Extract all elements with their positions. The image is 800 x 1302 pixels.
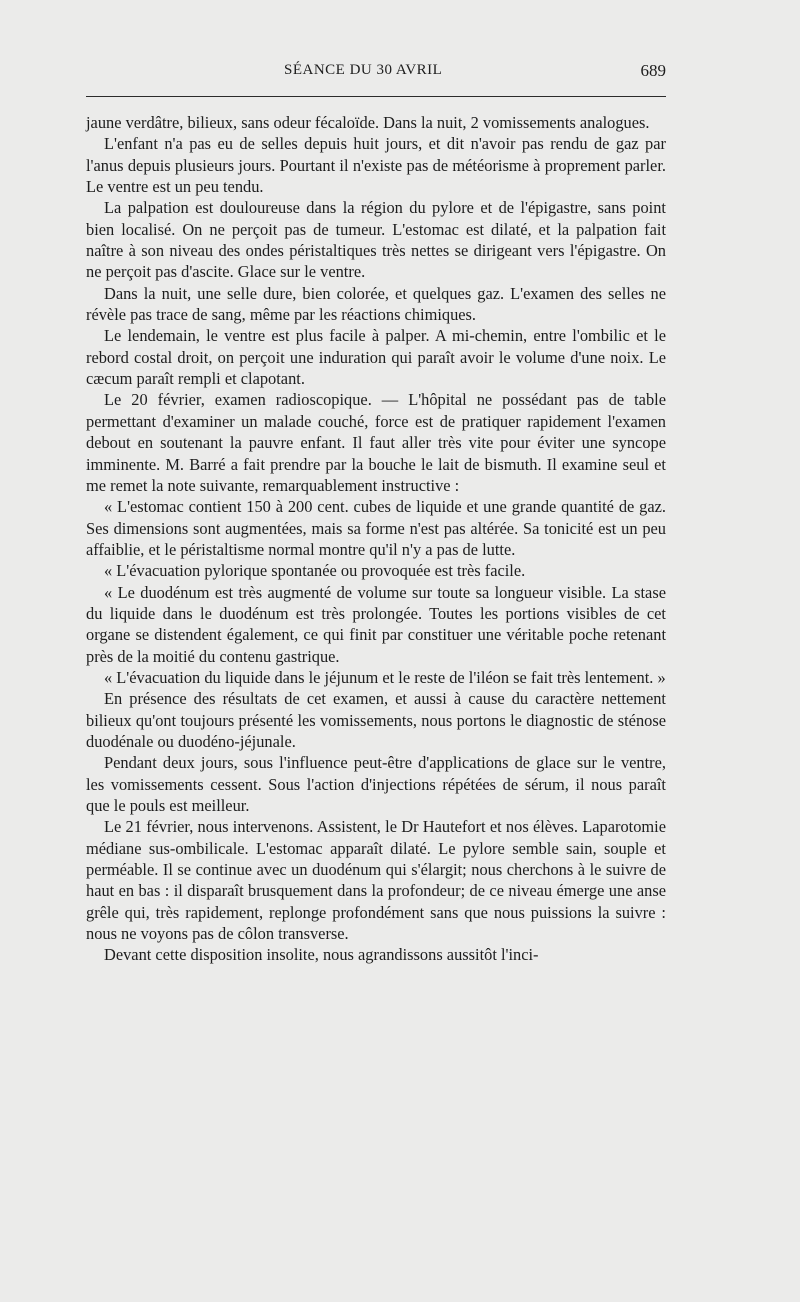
paragraph-7: En présence des résultats de cet examen, et aussi à cause du caractère nettement bilieux qu'ont toujours présenté les vomissements, nous portons le diagnostic de sténose duodénale ou duodéno-jéjunale. xyxy=(86,689,666,751)
paragraph-10: Devant cette disposition insolite, nous agrandissons aussitôt l'inci- xyxy=(104,945,539,965)
paragraph-9: Le 21 février, nous intervenons. Assistent, le Dr Hautefort et nos élèves. Laparotomie médiane sus-ombilicale. L'estomac apparaît dilaté. Le pylore semble sain, souple et perméable. Il se continue avec un duodénum qui s'élargit; nous cherchons à le suivre de haut en bas : il disparaît brusquement dans la profondeur; de ce niveau émerge une anse grêle qui, très rapidement, replonge profondément sans que nous puissions la suivre : nous ne voyons pas de côlon transverse. xyxy=(86,817,666,944)
page-number: 689 xyxy=(640,61,666,80)
paragraph-6: Le 20 février, examen radioscopique. — L'hôpital ne possédant pas de table permettant d'examiner un malade couché, force est de pratiquer rapidement l'examen debout en soutenant la pauvre enfant. Il faut aller très vite pour éviter une syncope imminente. M. Barré a fait prendre par la bouche le lait de bismuth. Il examine seul et me remet la note suivante, remarquablement instructive : xyxy=(86,390,666,495)
running-header xyxy=(86,58,666,86)
quote-paragraph-2: « L'évacuation pylorique spontanée ou provoquée est très facile. xyxy=(104,561,526,581)
quote-paragraph-4: « L'évacuation du liquide dans le jéjunum et le reste de l'iléon se fait très lentement. » xyxy=(104,667,666,687)
body-text xyxy=(86,112,666,966)
paragraph-4: Dans la nuit, une selle dure, bien colorée, et quelques gaz. L'examen des selles ne révèle pas trace de sang, même par les réactions chimiques. xyxy=(86,283,666,325)
header-rule xyxy=(86,96,666,97)
paragraph-3: La palpation est douloureuse dans la région du pylore et de l'épigastre, sans point bien localisé. On ne perçoit pas de tumeur. L'estomac est dilaté, et la palpation fait naître à son niveau des ondes péristaltiques très nettes se dirigeant vers l'épigastre. On ne perçoit pas d'ascite. Glace sur le ventre. xyxy=(86,198,666,282)
paragraph-8: Pendant deux jours, sous l'influence peut-être d'applications de glace sur le ventre, les vomissements cessent. Sous l'action d'injections répétées de sérum, il nous paraît que le pouls est meilleur. xyxy=(86,753,666,815)
quote-paragraph-1: « L'estomac contient 150 à 200 cent. cubes de liquide et une grande quantité de gaz. Ses dimensions sont augmentées, mais sa forme n'est pas altérée. Sa tonicité est un peu affaiblie, et le péristaltisme normal montre qu'il n'y a pas de lutte. xyxy=(86,497,666,559)
paragraph-5: Le lendemain, le ventre est plus facile à palper. A mi-chemin, entre l'ombilic et le rebord costal droit, on perçoit une induration qui paraît avoir le volume d'une noix. Le cæcum paraît rempli et clapotant. xyxy=(86,326,666,389)
quote-paragraph-3: « Le duodénum est très augmenté de volume sur toute sa longueur visible. La stase du liquide dans le duodénum est très prolongée. Toutes les portions visibles de cet organe se distendent également, ce qui finit par constituer une véritable poche retenant près de la moitié du contenu gastrique. xyxy=(86,582,666,666)
header-title: SÉANCE DU 30 AVRIL xyxy=(284,62,443,78)
paragraph-1: jaune verdâtre, bilieux, sans odeur fécaloïde. Dans la nuit, 2 vomissements analogues. xyxy=(86,113,650,132)
paragraph-2: L'enfant n'a pas eu de selles depuis huit jours, et dit n'avoir pas rendu de gaz par l'anus depuis plusieurs jours. Pourtant il n'existe pas de météorisme à proprement parler. Le ventre est un peu tendu. xyxy=(86,134,666,197)
